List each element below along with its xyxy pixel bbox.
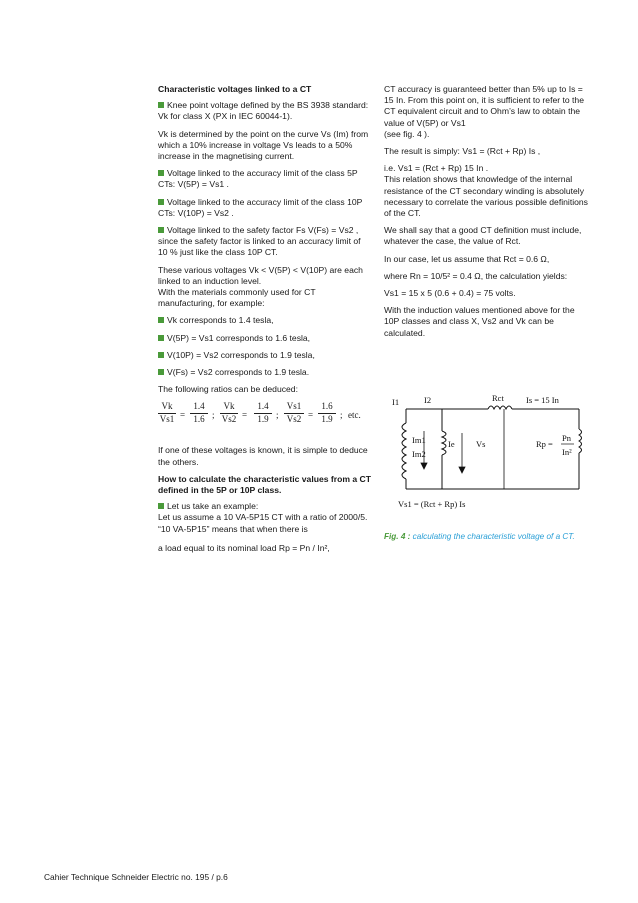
label-i1: I1: [392, 397, 400, 407]
paragraph-assume-rct: In our case, let us assume that Rct = 0.6 Ω,: [384, 253, 550, 264]
label-ie: Ie: [448, 439, 455, 449]
paragraph-ratios-intro: The following ratios can be deduced:: [158, 384, 298, 395]
ratio-equations: $\frac{Vk}{Vs1}$ = $\frac{1.4}{1.6}$ ; $\frac{Vk}{Vs2}$ = $\frac{1.4}{1.9}$ ; $\frac{Vs1}{Vs2}$ = $\frac{1.6}{1.9}$ ; etc.: [159, 401, 361, 424]
bullet-fs-tesla: V(Fs) = Vs2 corresponds to 1.9 tesla.: [158, 367, 372, 378]
ratio-2-symbolic: $\frac{Vk}{Vs2}$: [221, 401, 237, 424]
paragraph-example-ct: Let us assume a 10 VA-5P15 CT with a ratio of 2000/5. “10 VA-5P15” means that when there is: [158, 512, 368, 534]
bullet-square-icon: [158, 369, 164, 375]
paragraph-induction-values: With the induction values mentioned above for the 10P classes and class X, Vs2 and Vk can be calculated.: [384, 305, 575, 338]
bullet-square-icon: [158, 170, 164, 176]
label-is: Is = 15 In: [526, 395, 559, 405]
right-column: [384, 84, 592, 345]
paragraph-5p-voltage: Voltage linked to the accuracy limit of the class 5P CTs: V(5P) = Vs1 .: [158, 168, 358, 190]
paragraph-see-fig: (see fig. 4 ).: [384, 128, 430, 139]
paragraph-induction-levels: These various voltages Vk < V(5P) < V(10P) are each linked to an induction level.: [158, 264, 363, 286]
paragraph-nominal-load: a load equal to its nominal load Rp = Pn / In²,: [158, 542, 330, 553]
bullet-square-icon: [158, 102, 164, 108]
bullet-square-icon: [158, 352, 164, 358]
ratio-3-symbolic: $\frac{Vs1}{Vs2}$: [284, 401, 304, 424]
bullet-square-icon: [158, 503, 164, 509]
ct-equivalent-circuit-diagram: [384, 385, 594, 525]
paragraph-rn: where Rn = 10/5² = 0.4 Ω, the calculation yields:: [384, 270, 568, 281]
label-im2: Im2: [412, 449, 426, 459]
bullet-square-icon: [158, 317, 164, 323]
bullet-10p-tesla: V(10P) = Vs2 corresponds to 1.9 tesla,: [158, 350, 372, 361]
label-rp: Rp =: [536, 439, 553, 449]
label-rct: Rct: [492, 393, 504, 403]
figure-caption: [384, 532, 575, 541]
paragraph-example-intro: Let us take an example:: [158, 501, 372, 512]
left-column: [158, 84, 372, 560]
ratio-etc: etc.: [348, 410, 361, 421]
label-im1: Im1: [412, 435, 426, 445]
paragraph-knee-point: Knee point voltage defined by the BS 3938 standard: Vk for class X (PX in IEC 60044-1).: [158, 100, 369, 122]
paragraph-relation: This relation shows that knowledge of the internal resistance of the CT secondary winding is absolutely necessary to correlate the various possible definitions of the CT.: [384, 174, 588, 219]
ratio-1-symbolic: $\frac{Vk}{Vs1}$: [159, 401, 175, 424]
bullet-square-icon: [158, 227, 164, 233]
paragraph-ct-accuracy: CT accuracy is guaranteed better than 5% up to Is = 15 In. From this point on, it is sufficient to refer to the CT equivalent circuit and to Ohm’s law to obtain the value of V(5P) or Vs1: [384, 84, 584, 128]
paragraph-materials: With the materials commonly used for CT manufacturing, for example:: [158, 287, 316, 309]
paragraph-safety-factor: Voltage linked to the safety factor Fs V(Fs) = Vs2 , since the safety factor is linked to an accuracy limit of 10 % just like the class 10P CT.: [158, 225, 361, 258]
ratio-3-value: $\frac{1.6}{1.9}$: [318, 401, 336, 424]
label-in2: In²: [562, 447, 572, 457]
bullet-vk-tesla: Vk corresponds to 1.4 tesla,: [158, 315, 372, 326]
label-i2: I2: [424, 395, 432, 405]
figure-caption-label: Fig. 4 :: [384, 532, 411, 541]
section-heading-how-to-calculate: How to calculate the characteristic values from a CT defined in the 5P or 10P class.: [158, 473, 372, 496]
ratio-2-value: $\frac{1.4}{1.9}$: [254, 401, 272, 424]
bullet-square-icon: [158, 335, 164, 341]
bullet-5p-tesla: V(5P) = Vs1 corresponds to 1.6 tesla,: [158, 333, 372, 344]
ratio-1-value: $\frac{1.4}{1.6}$: [190, 401, 208, 424]
paragraph-vs1-calc: Vs1 = 15 x 5 (0.6 + 0.4) = 75 volts.: [384, 288, 516, 299]
paragraph-deduce: If one of these voltages is known, it is simple to deduce the others.: [158, 445, 368, 467]
page-footer: Cahier Technique Schneider Electric no. 195 / p.6: [44, 872, 228, 882]
paragraph-ie: i.e. Vs1 = (Rct + Rp) 15 In .: [384, 163, 489, 174]
paragraph-good-definition: We shall say that a good CT definition must include, whatever the case, the value of Rct.: [384, 225, 582, 247]
paragraph-10p-voltage: Voltage linked to the accuracy limit of the class 10P CTs: V(10P) = Vs2 .: [158, 196, 363, 218]
label-pn: Pn: [562, 433, 571, 443]
bullet-square-icon: [158, 199, 164, 205]
label-vs1-equation: Vs1 = (Rct + Rp) Is: [398, 499, 466, 509]
label-vs: Vs: [476, 439, 486, 449]
section-heading-characteristic-voltages: Characteristic voltages linked to a CT: [158, 84, 312, 94]
paragraph-result: The result is simply: Vs1 = (Rct + Rp) Is ,: [384, 146, 541, 157]
figure-caption-text: calculating the characteristic voltage of a CT.: [410, 532, 575, 541]
paragraph-vk-definition: Vk is determined by the point on the curve Vs (Im) from which a 10% increase in voltage Vs leads to a 50% increase in the magnetising current.: [158, 128, 369, 162]
